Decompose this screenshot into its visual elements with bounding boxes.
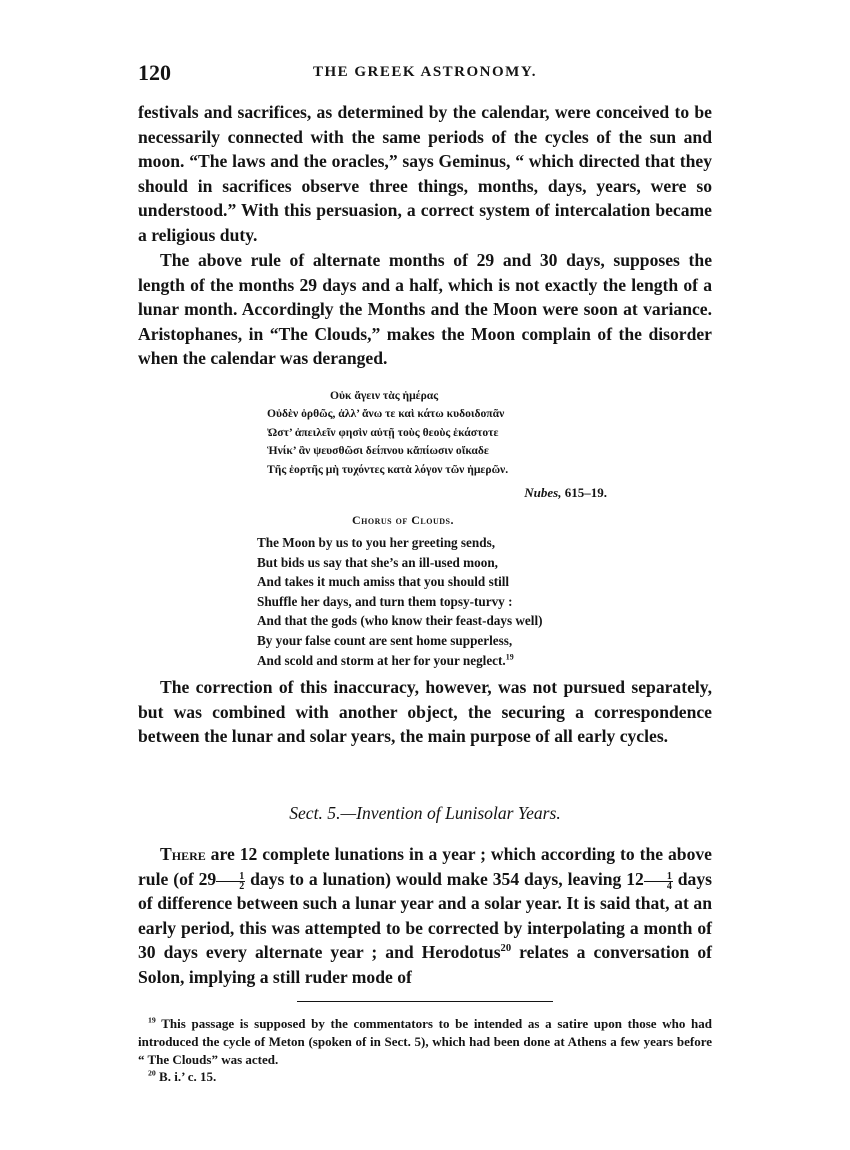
greek-line: Οὐκ ἄγειν τὰς ἡμέρας bbox=[330, 389, 439, 402]
paragraph-3 bbox=[138, 675, 712, 749]
footnote-divider bbox=[297, 1001, 553, 1002]
paragraph-2-text: The above rule of alternate months of 29 and 30 days, supposes the length of the months 29 days and a half, which is not exactly the length of a lunar month. Accordingly the Months and the Moon were soon at variance. Aristophanes, in “The Clouds,” makes the Moon complain of the disorder when the calendar was deranged. bbox=[138, 250, 712, 369]
paragraph-4-text bbox=[138, 842, 712, 989]
running-head: THE GREEK ASTRONOMY. bbox=[312, 64, 538, 80]
poem-line: But bids us say that she’s an ill-used moon, bbox=[257, 554, 498, 570]
poem-line: The Moon by us to you her greeting sends, bbox=[257, 535, 496, 550]
footnotes bbox=[138, 1015, 712, 1086]
footnote-20 bbox=[138, 1068, 712, 1086]
footnote-19 bbox=[138, 1015, 712, 1068]
greek-quotation bbox=[267, 387, 607, 500]
poem-line bbox=[257, 651, 543, 671]
quotation-citation bbox=[524, 484, 607, 502]
page-number: 120 bbox=[138, 60, 171, 85]
footnote-text: This passage is supposed by the commentators to be intended as a satire upon those who had introduced the cycle of Meton (spoken of in Sect. 5), which had been done at Athens a few years before “ The Clouds” was acted. bbox=[138, 1016, 712, 1067]
fraction-numerator: 1 bbox=[644, 872, 673, 882]
poem-line: By your false count are sent home supperless, bbox=[257, 632, 513, 648]
chorus-title: Chorus of Clouds. bbox=[352, 513, 454, 527]
page-header bbox=[138, 60, 712, 90]
footnote-ref-20[interactable]: 20 bbox=[500, 943, 512, 955]
text-run: relates a conversation of Solon, implying a still ruder mode of bbox=[138, 942, 713, 987]
text-run: days of difference between such a lunar year and a solar year. It is said that, at an early period, this was attempted to be corrected by interpolating a month of 30 days every alternate year ; and Herodotus bbox=[138, 868, 712, 962]
text-run: are 12 complete lunations in a year ; which according to the above rule (of 29 bbox=[138, 844, 712, 889]
fraction-one-half bbox=[216, 872, 245, 891]
footnote-text: B. i.’ c. 15. bbox=[155, 1069, 217, 1085]
section-heading: Sect. 5.—Invention of Lunisolar Years. bbox=[289, 803, 561, 823]
paragraph-lead-word: There bbox=[160, 844, 206, 864]
fraction-denominator: 2 bbox=[239, 880, 245, 892]
greek-line: Οὐδὲν ὀρθῶς, ἀλλ’ ἄνω τε καὶ κάτω κυδοιδοπᾶν bbox=[267, 407, 505, 421]
citation-lines: 615–19. bbox=[564, 485, 607, 500]
paragraph-2 bbox=[138, 248, 712, 371]
footnote-ref-19[interactable]: 19 bbox=[505, 652, 514, 662]
citation-work: Nubes, bbox=[524, 485, 562, 500]
greek-line: Τῆς ἑορτῆς μὴ τυχόντες κατὰ λόγον τῶν ἡμερῶν. bbox=[267, 462, 509, 476]
footnote-marker: 19 bbox=[148, 1015, 156, 1025]
chorus-translation bbox=[257, 533, 543, 670]
poem-line: And that the gods (who know their feast-days well) bbox=[257, 613, 543, 629]
paragraph-1-text: festivals and sacrifices, as determined by the calendar, were conceived to be necessarily connected with the same periods of the cycles of the sun and moon. “The laws and the oracles,” says Geminus, “ which directed that they should in sacrifices observe three things, months, days, years, were so understood.” With this persuasion, a correct system of intercalation became a religious duty. bbox=[138, 102, 712, 245]
paragraph-4 bbox=[138, 842, 712, 989]
fraction-one-quarter bbox=[644, 872, 673, 891]
fraction-denominator: 4 bbox=[666, 880, 672, 892]
paragraph-3-text: The correction of this inaccuracy, however, was not pursued separately, but was combined with another object, the securing a correspondence between the lunar and solar years, the main purpose of all early cycles. bbox=[138, 677, 712, 746]
poem-line-text: And scold and storm at her for your neglect. bbox=[257, 652, 506, 668]
poem-line: Shuffle her days, and turn them topsy-turvy : bbox=[257, 593, 513, 609]
footnote-marker: 20 bbox=[148, 1069, 156, 1079]
fraction-numerator: 1 bbox=[216, 872, 245, 882]
paragraph-1 bbox=[138, 100, 712, 248]
greek-line: Ἡνίκ’ ἂν ψευσθῶσι δείπνου κἄπίωσιν οἴκαδε bbox=[267, 444, 489, 458]
text-run: days to a lunation) would make 354 days, leaving 12 bbox=[245, 868, 644, 889]
poem-line: And takes it much amiss that you should still bbox=[257, 574, 510, 590]
greek-line: Ὠστ’ ἀπειλεῖν φησὶν αὐτῇ τοὺς θεοὺς ἑκάστοτε bbox=[267, 425, 499, 439]
